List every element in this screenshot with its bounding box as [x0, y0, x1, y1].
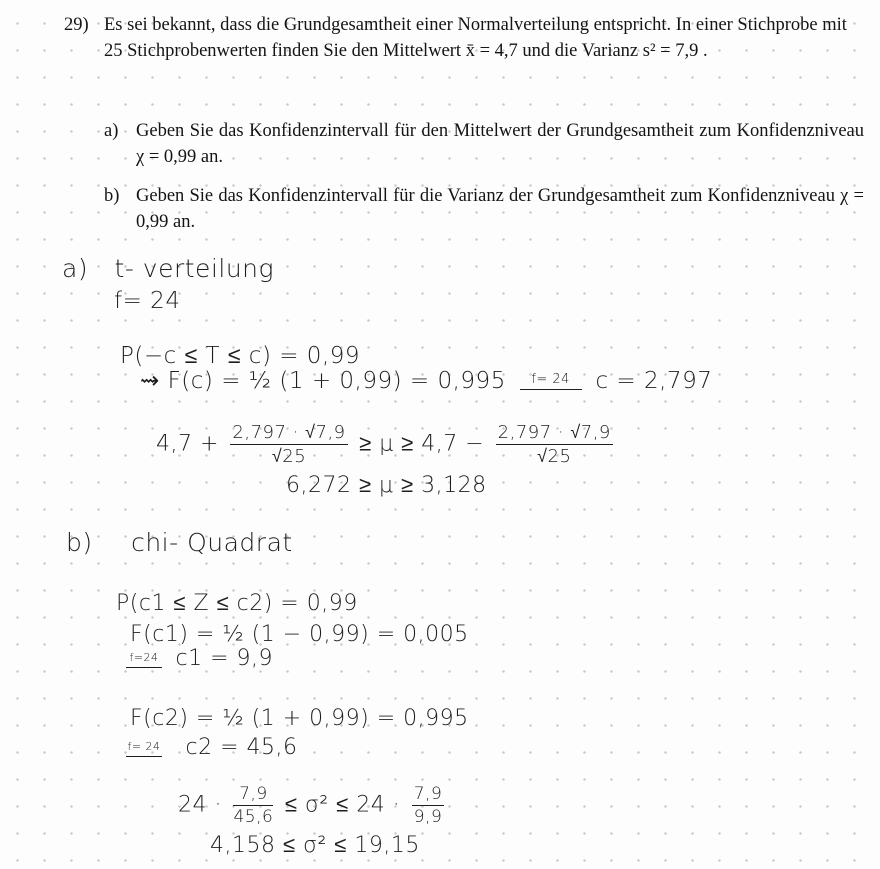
notes-b-fraction-1-num: 7,9 [233, 784, 273, 806]
notes-a-prob: P(−c ≤ T ≤ c) = 0,99 [120, 343, 361, 369]
task-intro [104, 12, 864, 64]
notes-b-arrow-2 [126, 740, 162, 757]
notes-b-c2-value: c2 = 45,6 [185, 735, 298, 760]
notes-b-c1-value: c1 = 9,9 [175, 646, 273, 671]
notes-b-heading-label: b) [66, 528, 93, 557]
subtask-a-text: Geben Sie das Konfidenzintervall für den Mittelwert der Grundgesamtheit zum Konfidenzniveau χ = 0,99 an. [136, 121, 864, 167]
notes-b-arrow-2-label: f= 24 [127, 739, 161, 753]
arrow-right-icon [126, 665, 162, 668]
notes-a-fraction-2 [496, 422, 613, 467]
subtask-b-text: Geben Sie das Konfidenzintervall für die Varianz der Grundgesamtheit zum Konfidenzniveau χ = 0,99 an. [136, 186, 864, 232]
notes-a-arrow [520, 373, 582, 390]
notes-b-fraction-2-den: 9,9 [413, 807, 443, 827]
notes-a-fraction-1 [230, 422, 347, 467]
notes-b-c1-row [126, 646, 273, 671]
notes-b-fraction-2 [412, 784, 445, 827]
notes-a-fraction-1-den: √25 [271, 446, 307, 467]
subtask-a-label: a) [104, 121, 119, 141]
notes-a-heading-label: a) [62, 254, 89, 283]
notes-b-fraction-2-num: 7,9 [413, 784, 443, 804]
notes-b-var-mid: ≤ σ² ≤ 24 · [284, 792, 401, 818]
notes-b-heading [66, 528, 293, 557]
notes-b-var-left: 24 · [178, 792, 222, 818]
notes-b-fraction-1-den: 45,6 [233, 807, 274, 827]
notes-a-cdf-left: ⇝ F(c) = ½ (1 + 0,99) = 0,995 [140, 368, 506, 394]
subtask-b-label: b) [104, 186, 120, 206]
notes-b-prob: P(c1 ≤ Z ≤ c2) = 0,99 [116, 591, 358, 616]
notes-b-variance [178, 784, 448, 827]
notes-a-fraction-1-num: 2,797 · √7,9 [232, 422, 346, 443]
notes-a-heading [62, 254, 274, 283]
notes-b-heading-text: chi- Quadrat [131, 528, 293, 557]
notes-a-arrow-label: f= 24 [531, 372, 570, 387]
notes-a-interval-left: 4,7 + [156, 431, 219, 457]
task-intro-text: Es sei bekannt, dass die Grundgesamtheit einer Normalverteilung entspricht. In einer Stichprobe mit 25 Stichprobenwerten finden Sie den Mittelwert x̄ = 4,7 und die Varianz s² = 7,9 . [104, 15, 847, 61]
notes-a-dof: f= 24 [114, 288, 181, 314]
notes-a-result: 6,272 ≥ μ ≥ 3,128 [286, 473, 487, 498]
notes-b-arrow-1-label: f=24 [129, 650, 159, 664]
notes-a-cdf [140, 368, 712, 394]
notes-a-c-value: c = 2,797 [595, 368, 713, 394]
notes-b-fraction-1 [233, 784, 273, 827]
notes-b-c2-row [126, 735, 298, 760]
arrow-right-icon [126, 754, 162, 757]
notes-b-f-c1: F(c1) = ½ (1 − 0,99) = 0,005 [130, 622, 469, 647]
notes-a-interval [156, 422, 617, 467]
notes-a-heading-text: t- verteilung [114, 254, 275, 283]
task-number: 29) [64, 15, 89, 35]
notes-b-result: 4,158 ≤ σ² ≤ 19,15 [210, 833, 420, 858]
notes-a-fraction-2-num: 2,797 · √7,9 [497, 422, 611, 443]
notes-a-fraction-2-den: √25 [537, 446, 572, 467]
notes-a-interval-mid: ≥ μ ≥ 4,7 − [359, 431, 485, 457]
notes-b-f-c2: F(c2) = ½ (1 + 0,99) = 0,995 [130, 706, 469, 731]
notes-b-arrow-1 [126, 651, 162, 668]
arrow-right-icon [520, 387, 582, 390]
